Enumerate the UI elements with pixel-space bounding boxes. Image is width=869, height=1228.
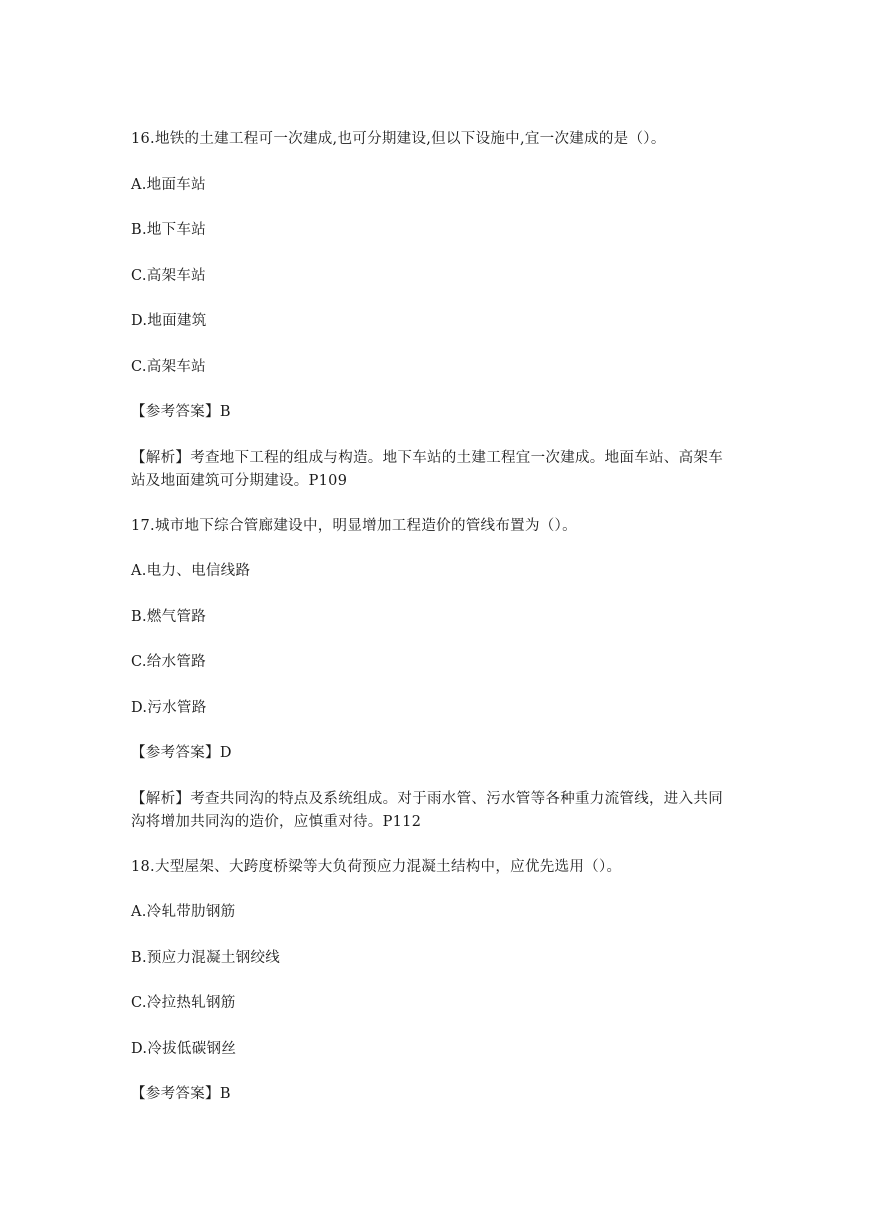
- question-16-stem: 16.地铁的土建工程可一次建成,也可分期建设,但以下设施中,宜一次建成的是（）。: [131, 131, 666, 147]
- answer-value: B: [219, 1086, 231, 1102]
- question-17-option-b: B.燃气管路: [131, 609, 207, 625]
- question-17-option-d: D.污水管路: [131, 700, 207, 716]
- question-17-analysis-line2: 沟将增加共同沟的造价，应慎重对待。P112: [131, 814, 422, 830]
- question-18-option-d: D.冷拔低碳钢丝: [131, 1041, 237, 1057]
- question-18-answer: [131, 1083, 751, 1105]
- question-17-stem: 17.城市地下综合管廊建设中，明显增加工程造价的管线布置为（）。: [131, 518, 577, 534]
- question-17-analysis-line1: [131, 788, 751, 810]
- answer-value: D: [219, 745, 232, 761]
- analysis-label: 【解析】: [131, 791, 191, 807]
- question-16-option-a: A.地面车站: [131, 177, 206, 193]
- question-17-option-a: A.电力、电信线路: [131, 563, 251, 579]
- question-16-option-d: D.地面建筑: [131, 313, 207, 329]
- answer-value: B: [219, 404, 231, 420]
- analysis-text: 考查共同沟的特点及系统组成。对于雨水管、污水管等各种重力流管线，进入共同: [190, 791, 723, 807]
- question-18-option-a: A.冷轧带肋钢筋: [131, 904, 236, 920]
- question-16-option-c-repeat: C.高架车站: [131, 359, 206, 375]
- answer-label: 【参考答案】: [131, 1086, 220, 1102]
- answer-label: 【参考答案】: [131, 745, 220, 761]
- question-18-option-c: C.冷拉热轧钢筋: [131, 995, 236, 1011]
- question-16-option-c: C.高架车站: [131, 268, 206, 284]
- question-16-answer: [131, 401, 751, 423]
- question-17-answer: [131, 742, 751, 764]
- question-16-option-b: B.地下车站: [131, 222, 207, 238]
- question-16-analysis-line2: 站及地面建筑可分期建设。P109: [131, 473, 348, 489]
- answer-label: 【参考答案】: [131, 404, 220, 420]
- question-16-analysis-line1: [131, 447, 751, 469]
- analysis-text: 考查地下工程的组成与构造。地下车站的土建工程宜一次建成。地面车站、高架车: [190, 450, 723, 466]
- question-17-option-c: C.给水管路: [131, 654, 206, 670]
- question-18-stem: 18.大型屋架、大跨度桥梁等大负荷预应力混凝土结构中，应优先选用（）。: [131, 859, 622, 875]
- analysis-label: 【解析】: [131, 450, 191, 466]
- question-18-option-b: B.预应力混凝土钢绞线: [131, 950, 281, 966]
